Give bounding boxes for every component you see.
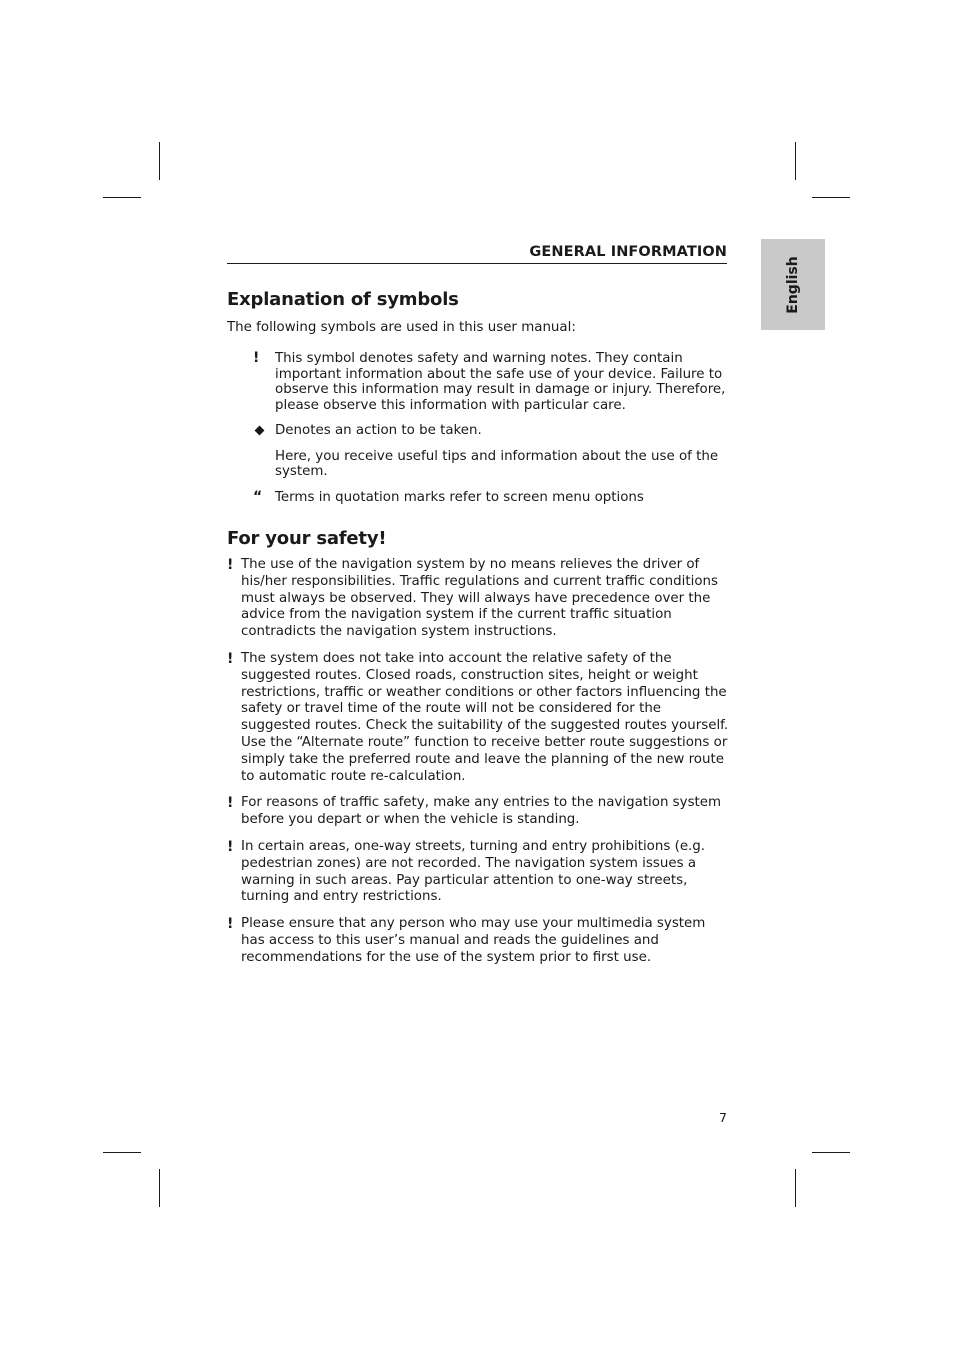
safety-item [227, 916, 732, 966]
header-rule [227, 263, 727, 264]
exclamation-icon: ! [227, 795, 234, 812]
safety-item [227, 651, 732, 785]
crop-mark-top-right-vertical [795, 142, 796, 180]
safety-text: The system does not take into account the relative safety of the suggested routes. Closed roads, construction sites, height or weight restrictions, traffic or weather conditions or other factors influencing the safety or travel time of the route will not be considered for the suggested routes. Check the suitability of the suggested routes yourself. Use the “Alternate route” function to receive better route suggestions or simply take the preferred route and leave the planning of the new route to automatic route re-calculation. [241, 650, 729, 784]
safety-heading: For your safety! [227, 528, 387, 549]
symbol-text: This symbol denotes safety and warning notes. They contain important information about the safe use of your device. Failure to observe this information may result in damage or injury. Therefore, please observe this information with particular care. [275, 351, 726, 413]
exclamation-icon: ! [227, 650, 234, 667]
safety-item [227, 795, 732, 829]
symbol-item-quotation [227, 490, 732, 506]
crop-mark-bottom-right-vertical [795, 1169, 796, 1207]
symbols-heading: Explanation of symbols [227, 289, 459, 310]
safety-text: The use of the navigation system by no means relieves the driver of his/her responsibilities. Traffic regulations and current traffic conditions must always be observed. They will always have precedence over the advice from the navigation system if the current traffic situation contradicts the navigation system instructions. [241, 557, 718, 640]
section-header: GENERAL INFORMATION [529, 244, 727, 260]
safety-text: For reasons of traffic safety, make any entries to the navigation system before you depart or when the vehicle is standing. [241, 795, 722, 828]
symbol-text: Terms in quotation marks refer to screen menu options [275, 489, 644, 505]
crop-mark-bottom-right-horizontal [812, 1152, 850, 1153]
crop-mark-bottom-left-vertical [159, 1169, 160, 1207]
crop-mark-top-left-horizontal [103, 197, 141, 198]
exclamation-icon: ! [227, 916, 234, 933]
symbol-item-action [227, 423, 732, 439]
safety-text: In certain areas, one-way streets, turning and entry prohibitions (e.g. pedestrian zones) are not recorded. The navigation system issues a warning in such areas. Pay particular attention to one-way streets, turning and entry restrictions. [241, 838, 706, 905]
safety-item [227, 839, 732, 906]
exclamation-icon: ! [253, 350, 260, 366]
exclamation-icon: ! [227, 557, 234, 573]
symbols-list [227, 351, 732, 505]
safety-item [227, 557, 732, 641]
safety-text: Please ensure that any person who may use your multimedia system has access to this user’s manual and reads the guidelines and recommendations for the use of the system prior to first use. [241, 916, 706, 965]
language-tab [761, 239, 825, 330]
crop-mark-bottom-left-horizontal [103, 1152, 141, 1153]
symbols-intro: The following symbols are used in this user manual: [227, 320, 576, 335]
crop-mark-top-right-horizontal [812, 197, 850, 198]
quotation-mark-icon: “ [253, 488, 263, 505]
crop-mark-top-left-vertical [159, 142, 160, 180]
page-content [227, 288, 732, 977]
language-tab-label: English [785, 255, 801, 314]
diamond-icon [255, 426, 265, 436]
symbol-text: Denotes an action to be taken. [275, 423, 482, 438]
exclamation-icon: ! [227, 838, 234, 855]
page-number: 7 [719, 1110, 727, 1125]
symbol-item-tip: Here, you receive useful tips and information about the use of the system. [275, 448, 719, 479]
safety-list [227, 557, 732, 967]
symbol-item-warning [227, 351, 732, 413]
